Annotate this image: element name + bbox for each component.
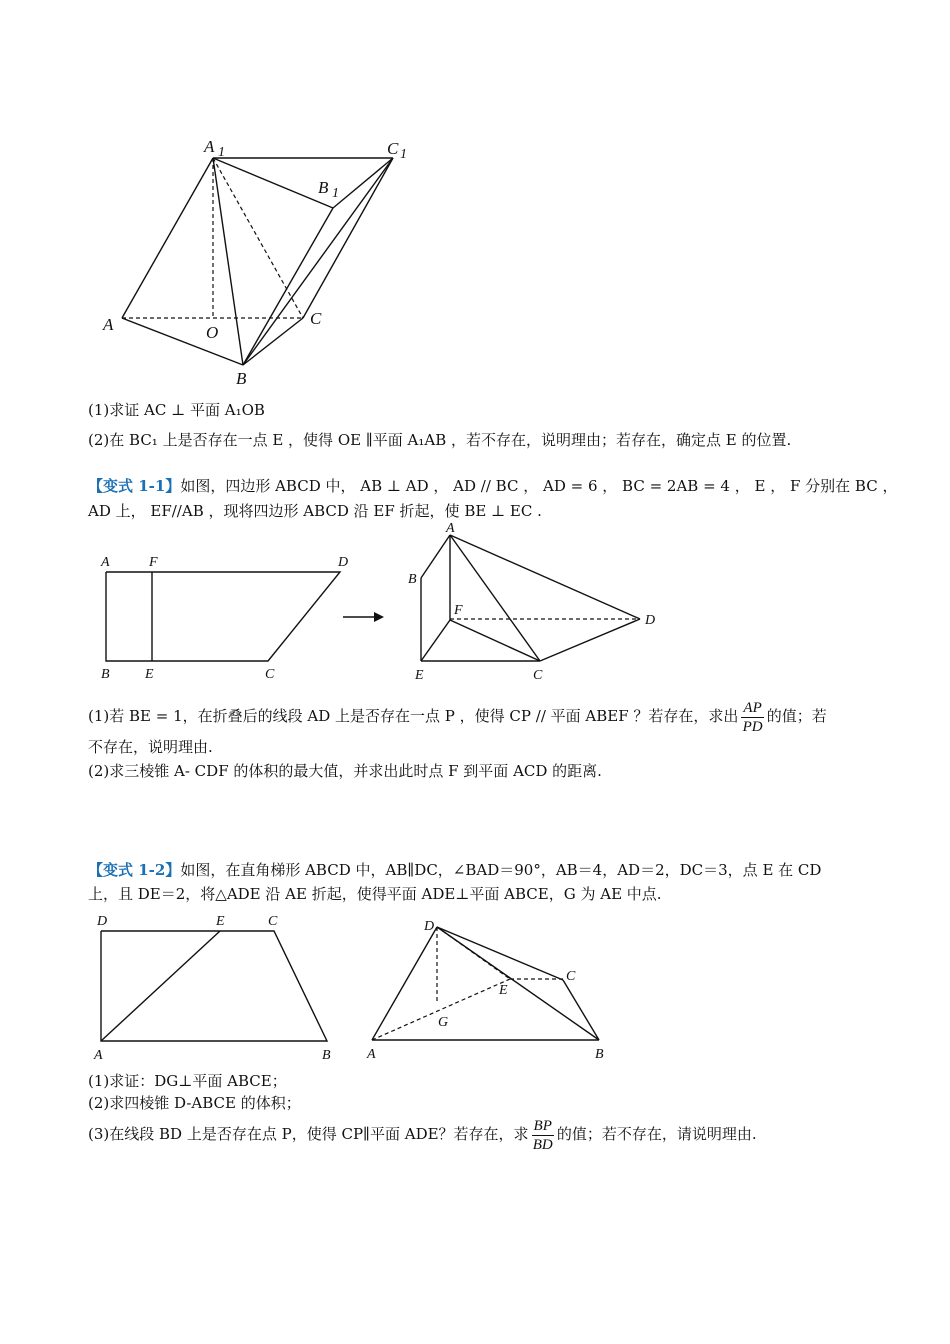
label-B1-sub: 1 bbox=[332, 186, 339, 201]
label-B: B bbox=[101, 667, 110, 682]
label-B: B bbox=[236, 369, 247, 388]
label-A: A bbox=[367, 1047, 376, 1062]
question-1-2-q1: (1)求证：DG⊥平面 ABCE； bbox=[88, 1072, 287, 1090]
label-B: B bbox=[408, 572, 417, 587]
label-A: A bbox=[103, 315, 114, 334]
label-C: C bbox=[533, 668, 543, 683]
label-D: D bbox=[645, 613, 656, 628]
label-O: O bbox=[206, 323, 219, 342]
question-1-2-q3 bbox=[88, 1112, 757, 1156]
fraction-denominator: BD bbox=[532, 1136, 553, 1153]
variant-1-2-text1: 如图，在直角梯形 ABCD 中，AB∥DC，∠BAD＝90°，AB＝4，AD＝2，DC＝3，点 E 在 CD bbox=[180, 861, 822, 879]
question-1-1-q1-tail: 的值；若 bbox=[766, 707, 827, 725]
label-C: C bbox=[310, 309, 322, 328]
variant-1-2-line2: 上，且 DE＝2，将△ADE 沿 AE 折起，使得平面 ADE⊥平面 ABCE，G 为 AE 中点. bbox=[88, 885, 662, 903]
problem1-q1: (1)求证 AC ⊥ 平面 A₁OB bbox=[88, 401, 265, 419]
label-C: C bbox=[268, 914, 278, 929]
label-B1: B bbox=[318, 178, 329, 197]
label-D: D bbox=[338, 555, 349, 570]
label-A1: A bbox=[204, 137, 215, 156]
variant-1-1-text1: 如图，四边形 ABCD 中， AB ⊥ AD ， AD // BC ， AD = 6 ， BC = 2AB = 4 ， E ， F 分别在 BC ， bbox=[180, 477, 898, 495]
variant-1-2-tag: 【变式 1-2】 bbox=[88, 861, 181, 879]
question-1-2-q2: (2)求四棱锥 D-ABCE 的体积； bbox=[88, 1094, 301, 1112]
question-1-1-q2: (2)求三棱锥 A- CDF 的体积的最大值，并求出此时点 F 到平面 ACD 的距离. bbox=[88, 762, 602, 780]
question-1-1-q1-text: (1)若 BE = 1，在折叠后的线段 AD 上是否存在一点 P ，使得 CP // 平面 ABEF ？若存在，求出 bbox=[88, 707, 739, 725]
problem1-q2: (2)在 BC₁ 上是否存在一点 E ，使得 OE ∥平面 A₁AB ，若不存在，说明理由；若存在，确定点 E 的位置. bbox=[88, 431, 792, 449]
question-1-2-q3-text: (3)在线段 BD 上是否存在点 P，使得 CP∥平面 ADE？若存在，求 bbox=[88, 1125, 529, 1143]
variant-1-1-tag: 【变式 1-1】 bbox=[88, 477, 181, 495]
label-C1-sub: 1 bbox=[400, 147, 407, 162]
fraction-denominator: PD bbox=[742, 718, 763, 735]
label-A1-sub: 1 bbox=[218, 145, 225, 160]
fraction-numerator: AP bbox=[743, 699, 762, 716]
label-D: D bbox=[97, 914, 108, 929]
label-A: A bbox=[446, 521, 455, 536]
label-F: F bbox=[149, 555, 158, 570]
label-E: E bbox=[145, 667, 154, 682]
label-C1: C bbox=[387, 139, 399, 158]
label-E: E bbox=[499, 983, 508, 998]
label-E: E bbox=[415, 668, 424, 683]
label-B: B bbox=[595, 1047, 604, 1062]
label-E: E bbox=[216, 914, 225, 929]
label-A: A bbox=[94, 1048, 103, 1063]
variant-1-1-line2: AD 上， EF//AB ，现将四边形 ABCD 沿 EF 折起，使 BE ⊥ EC . bbox=[88, 502, 542, 520]
fraction-bp-bd bbox=[532, 1117, 554, 1154]
label-B: B bbox=[322, 1048, 331, 1063]
label-C: C bbox=[566, 969, 576, 984]
question-1-2-q3-tail: 的值；若不存在，请说明理由. bbox=[556, 1125, 757, 1143]
question-1-1-q1-cont: 不存在，说明理由. bbox=[88, 738, 213, 756]
label-D: D bbox=[424, 919, 435, 934]
label-F: F bbox=[454, 603, 463, 618]
label-C: C bbox=[265, 667, 275, 682]
fraction-numerator: BP bbox=[533, 1117, 552, 1134]
label-A: A bbox=[101, 555, 110, 570]
label-G: G bbox=[438, 1015, 449, 1030]
